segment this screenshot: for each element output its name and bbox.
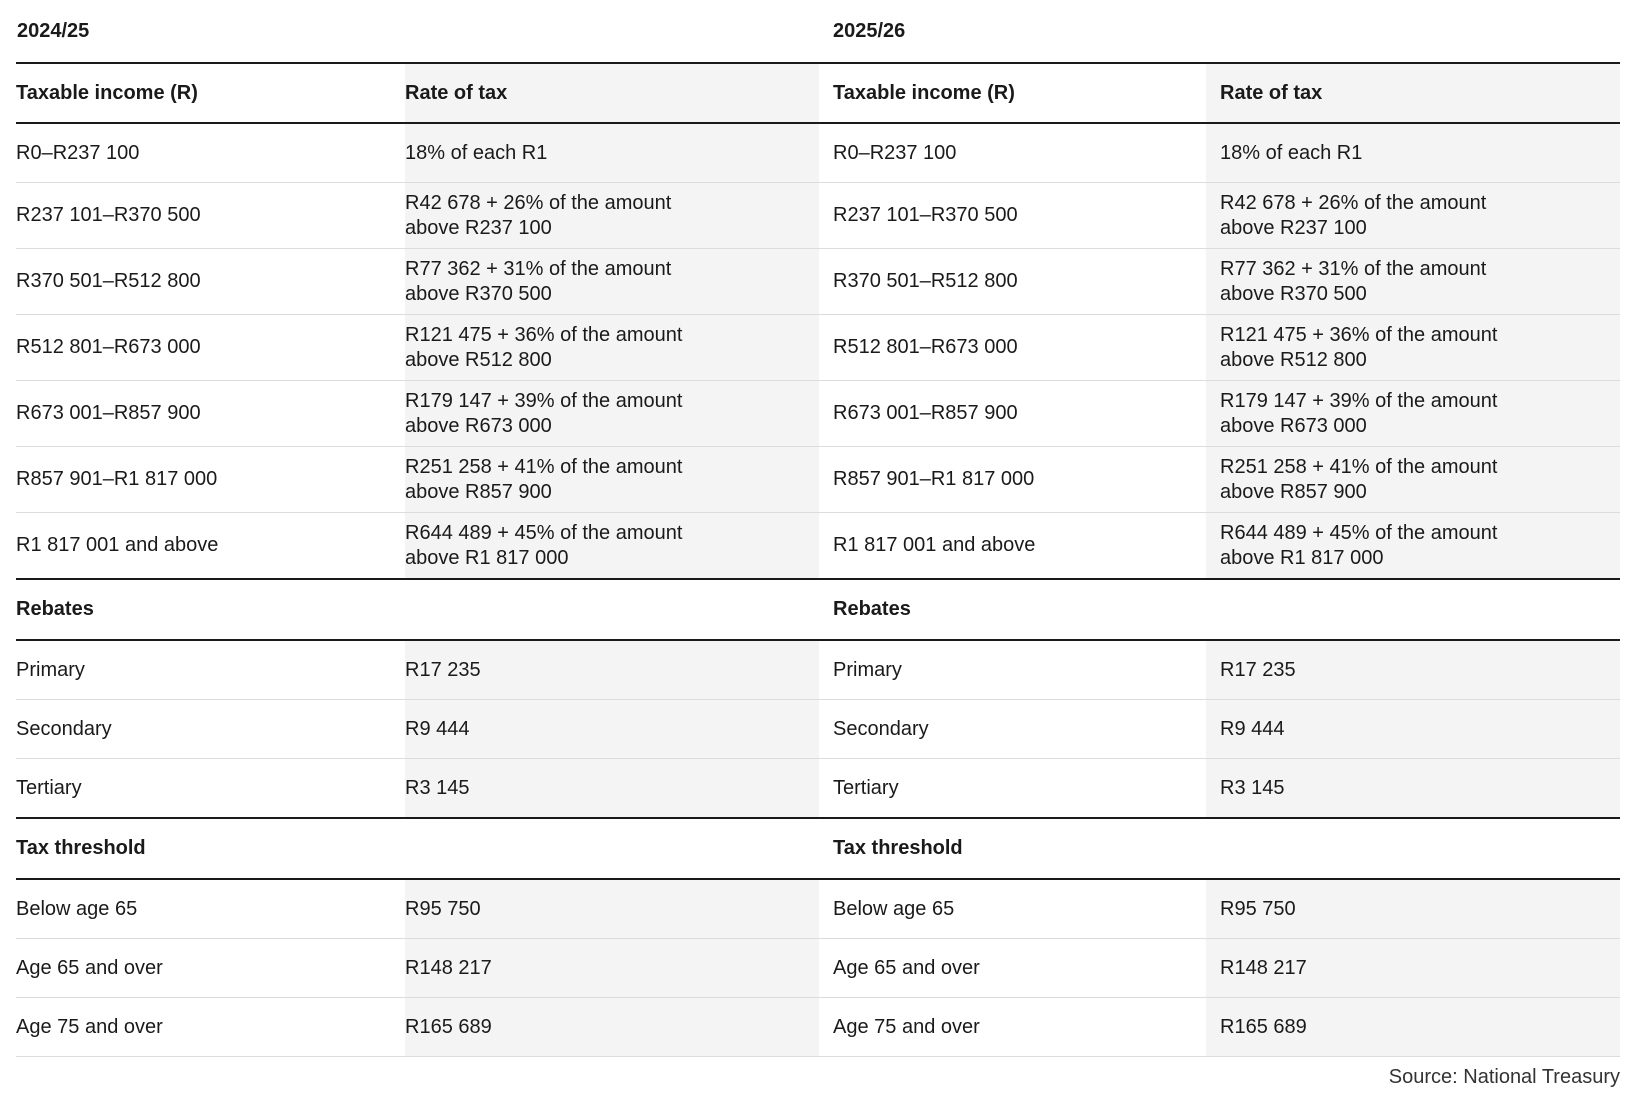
table-row: [16, 759, 1620, 819]
rebate-label: Secondary: [16, 700, 405, 759]
rebates-title-right: Rebates: [819, 579, 1620, 640]
income-bracket: R370 501–R512 800: [16, 249, 405, 315]
tax-rate: [405, 513, 819, 580]
table-row: [16, 939, 1620, 998]
tax-rate-line: R42 678 + 26% of the amount: [1220, 191, 1487, 214]
rebate-label: Tertiary: [819, 759, 1206, 819]
income-bracket: R512 801–R673 000: [16, 315, 405, 381]
year-label-left: 2024/25: [17, 20, 90, 42]
threshold-label: Age 75 and over: [16, 998, 405, 1057]
tax-table: [16, 62, 1620, 1057]
tax-rate-line: 18% of each R1: [1220, 141, 1363, 164]
income-bracket: R512 801–R673 000: [819, 315, 1206, 381]
table-row: [16, 640, 1620, 700]
threshold-label: Below age 65: [819, 879, 1206, 939]
income-bracket: R673 001–R857 900: [819, 381, 1206, 447]
tax-rate: [1206, 183, 1620, 249]
tax-rate-line: above R673 000: [1220, 414, 1367, 437]
income-bracket: R1 817 001 and above: [819, 513, 1206, 580]
income-bracket: R0–R237 100: [819, 123, 1206, 183]
table-row: [16, 700, 1620, 759]
tax-rate-line: R179 147 + 39% of the amount: [1220, 389, 1498, 412]
tax-rate: [1206, 381, 1620, 447]
income-bracket: R237 101–R370 500: [16, 183, 405, 249]
threshold-value: R95 750: [405, 879, 819, 939]
threshold-value: R148 217: [1206, 939, 1620, 998]
income-bracket: R857 901–R1 817 000: [16, 447, 405, 513]
rebates-title-left: Rebates: [16, 579, 819, 640]
header-income-left: Taxable income (R): [16, 63, 405, 123]
tax-rate: [1206, 249, 1620, 315]
rebate-value: R9 444: [405, 700, 819, 759]
rebate-value: R3 145: [1206, 759, 1620, 819]
threshold-value: R165 689: [1206, 998, 1620, 1057]
tax-rate-line: R42 678 + 26% of the amount: [405, 191, 672, 214]
rebate-value: R9 444: [1206, 700, 1620, 759]
rebate-value: R3 145: [405, 759, 819, 819]
tax-rate: [405, 249, 819, 315]
threshold-value: R148 217: [405, 939, 819, 998]
threshold-label: Age 75 and over: [819, 998, 1206, 1057]
header-rate-right: Rate of tax: [1206, 63, 1620, 123]
tax-rate-line: R251 258 + 41% of the amount: [1220, 455, 1498, 478]
header-income-right: Taxable income (R): [819, 63, 1206, 123]
table-row: [16, 123, 1620, 183]
table-header-row: [16, 63, 1620, 123]
tax-rate-line: R644 489 + 45% of the amount: [1220, 521, 1498, 544]
tax-rate: [405, 381, 819, 447]
section-header-rebates: [16, 579, 1620, 640]
tax-rate-line: above R237 100: [405, 216, 552, 239]
rebate-value: R17 235: [405, 640, 819, 700]
table-row: [16, 998, 1620, 1057]
tax-rate-line: above R512 800: [405, 348, 552, 371]
tax-rate-line: R644 489 + 45% of the amount: [405, 521, 683, 544]
tax-rate-line: above R1 817 000: [405, 546, 569, 569]
threshold-value: R95 750: [1206, 879, 1620, 939]
income-bracket: R0–R237 100: [16, 123, 405, 183]
tax-rate-line: R121 475 + 36% of the amount: [405, 323, 683, 346]
tax-rate-line: above R370 500: [405, 282, 552, 305]
rebate-label: Primary: [819, 640, 1206, 700]
rebate-label: Secondary: [819, 700, 1206, 759]
section-header-threshold: [16, 818, 1620, 879]
table-row: [16, 315, 1620, 381]
tax-rate-line: R251 258 + 41% of the amount: [405, 455, 683, 478]
tax-rate: [1206, 447, 1620, 513]
tax-rate: [405, 447, 819, 513]
tax-rate: [405, 123, 819, 183]
tax-rate: [405, 315, 819, 381]
tax-rate: [405, 183, 819, 249]
tax-tables: [16, 0, 1620, 1057]
threshold-title-right: Tax threshold: [819, 818, 1620, 879]
year-label-right: 2025/26: [833, 20, 906, 42]
tax-rate-line: above R237 100: [1220, 216, 1367, 239]
tax-rate-line: R77 362 + 31% of the amount: [405, 257, 672, 280]
income-bracket: R1 817 001 and above: [16, 513, 405, 580]
tax-rate-line: above R673 000: [405, 414, 552, 437]
tax-rate-line: above R370 500: [1220, 282, 1367, 305]
table-row: [16, 447, 1620, 513]
tax-rate-line: R121 475 + 36% of the amount: [1220, 323, 1498, 346]
tax-rate-line: R179 147 + 39% of the amount: [405, 389, 683, 412]
tax-rate-line: above R1 817 000: [1220, 546, 1384, 569]
threshold-label: Age 65 and over: [819, 939, 1206, 998]
table-row: [16, 249, 1620, 315]
table-row: [16, 879, 1620, 939]
threshold-label: Below age 65: [16, 879, 405, 939]
threshold-label: Age 65 and over: [16, 939, 405, 998]
income-bracket: R370 501–R512 800: [819, 249, 1206, 315]
rebate-label: Tertiary: [16, 759, 405, 819]
tax-rate-line: above R512 800: [1220, 348, 1367, 371]
tax-rate-line: above R857 900: [405, 480, 552, 503]
header-rate-left: Rate of tax: [405, 63, 819, 123]
income-bracket: R673 001–R857 900: [16, 381, 405, 447]
threshold-title-left: Tax threshold: [16, 818, 819, 879]
tax-rate-line: 18% of each R1: [405, 141, 548, 164]
tax-rate: [1206, 315, 1620, 381]
threshold-value: R165 689: [405, 998, 819, 1057]
year-header-row: [16, 0, 1620, 62]
table-row: [16, 381, 1620, 447]
rebate-label: Primary: [16, 640, 405, 700]
tax-rate: [1206, 123, 1620, 183]
rebate-value: R17 235: [1206, 640, 1620, 700]
tax-rate-line: R77 362 + 31% of the amount: [1220, 257, 1487, 280]
income-bracket: R857 901–R1 817 000: [819, 447, 1206, 513]
tax-rate: [1206, 513, 1620, 580]
tax-rate-line: above R857 900: [1220, 480, 1367, 503]
table-row: [16, 513, 1620, 580]
table-row: [16, 183, 1620, 249]
source-note: Source: National Treasury: [1388, 1066, 1620, 1088]
income-bracket: R237 101–R370 500: [819, 183, 1206, 249]
